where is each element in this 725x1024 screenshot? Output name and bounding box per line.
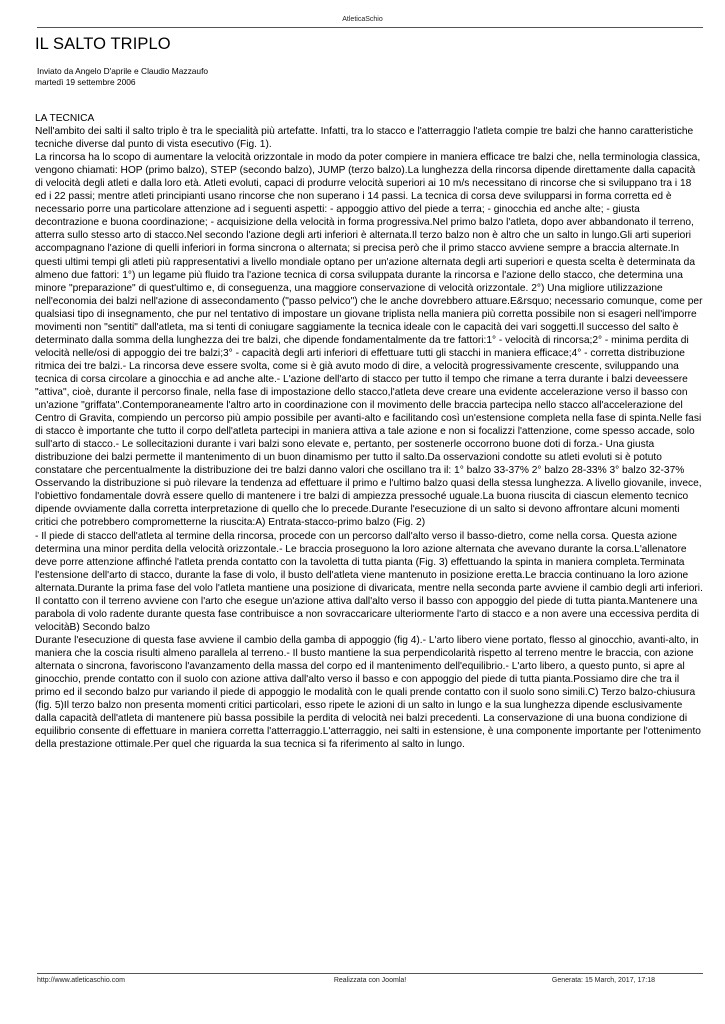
footer-url: http://www.atleticaschio.com xyxy=(37,977,125,984)
footer-divider xyxy=(37,973,703,974)
article-byline: Inviato da Angelo D'aprile e Claudio Mazzaufo xyxy=(37,66,209,76)
section-heading: LA TECNICA xyxy=(35,113,95,124)
article-content xyxy=(35,112,703,751)
footer-generated-date: Generata: 15 March, 2017, 17:18 xyxy=(551,977,655,984)
article-date: martedì 19 settembre 2006 xyxy=(35,77,136,87)
article-title: IL SALTO TRIPLO xyxy=(35,35,171,53)
article-body: Nell'ambito dei salti il salto triplo è tra le specialità più artefatte. Infatti, tra lo stacco e l'atterraggio l'atleta compie tre balzi che hanno caratteristiche tecniche diverse dal punto di vista esecutivo (Fig. 1). La rincorsa ha lo scopo di aumentare la velocità orizzontale in modo da poter compiere in maniera efficace tre balzi che, nella terminologia classica, vengono chiamati: HOP (primo balzo), STEP (secondo balzo), JUMP (terzo balzo).La lunghezza della rincorsa dipende direttamente dalla capacità di velocità degli atleti e dalla loro età. Atleti evoluti, capaci di produrre velocità superiori ai 10 m/s necessitano di rincorse che si sviluppano tra i 18 ed i 22 passi; mentre atleti principianti usano rincorse che non superano i 14 passi. La tecnica di corsa deve svilupparsi in forma corretta ed è necessario porre una particolare attenzione ad i seguenti aspetti: - appoggio attivo del piede a terra; - ginocchia ed anche alte; - giusta decontrazione e buona coordinazione; - acquisizione della velocità in forma progressiva.Nel primo balzo l'atleta, dopo aver abbandonato il terreno, atterra sullo stesso arto di stacco.Nel secondo l'azione degli arti inferiori è alternata.Il terzo balzo non è altro che un salto in lungo.Gli arti superiori accompagnano l'azione di quelli inferiori in forma sincrona o alternata; si precisa però che il primo stacco avviene sempre a braccia alternate.In questi ultimi tempi gli atleti più rappresentativi a livello mondiale optano per un'azione alternata degli arti superiori e questa scelta è determinata da almeno due fattori: 1°) un legame più fluido tra l'azione tecnica di corsa sviluppata durante la rincorsa e l'azione dello stacco, che determina una minore "preparazione" di quest'ultimo e, di conseguenza, una maggiore conservazione di velocità orizzontale. 2°) Una migliore utilizzazione nell'economia dei balzi nell'azione di assecondamento ("passo pelvico") che le anche dovrebbero attuare.E&rsquo; necessario comunque, come per qualsiasi tipo di insegnamento, che pur nel tentativo di impostare un giovane triplista nella maniera più corretta possibile non si esageri nell'imporre movimenti non "sentiti" dall'atleta, ma si tenti di coniugare saggiamente la tecnica ideale con le capacità dei vari soggetti.Il successo del salto è determinato dalla somma della lunghezza dei tre balzi, che dipende fondamentalmente da tre fattori:1° - velocità di rincorsa;2° - minima perdita di velocità nelle/osi di appoggio dei tre balzi;3° - capacità degli arti inferiori di effettuare tutti gli stacchi in maniera efficace;4° - corretta distribuzione ritmica dei tre balzi.- La rincorsa deve essere svolta, come si è già avuto modo di dire, a velocità progressivamente crescente, sviluppando una tecnica di corsa circolare a ginocchia e ad anche alte.- L'azione dell'arto di stacco per tutto il tempo che rimane a terra durante i balzi deveessere "attiva", cioè, durante il percorso finale, nella fase di impostazione dello stacco,l'atleta deve creare una evidente accelerazione verso il basso con un'azione "griffata".Contemporaneamente l'altro arto in coordinazione con il movimento delle braccia partecipa nello stacco all'accelerazione del Centro di Gravita, compiendo un percorso più ampio possibile per avanti-alto e facilitando così un'estensione completa nella fase di spinta.Nelle fasi di stacco è importante che tutto il corpo dell'atleta partecipi in maniera attiva a tale azione e non si focalizzi l'attenzione, come spesso accade, solo sull'arto di stacco.- Le sollecitazioni durante i vari balzi sono elevate e, pertanto, per sostenerle occorrono buone doti di forza.- Una giusta distribuzione dei balzi permette il mantenimento di un buon dinamismo per tutto il salto.Da osservazioni condotte su atleti evoluti si è potuto constatare che percentualmente la distribuzione dei tre balzi danno valori che oscillano tra il: 1° balzo 33-37% 2° balzo 28-33% 3° balzo 32-37% Osservando la distribuzione si può rilevare la tendenza ad effettuare il primo e l'ultimo balzo quasi della stessa lunghezza. A livello giovanile, invece, l'obiettivo fondamentale dovrà essere quello di mantenere i tre balzi di ampiezza pressoché uguale.La buona riuscita di ciascun elemento tecnico dipende ovviamente dalla corretta interpretazione di quello che lo precede.Durante l'esecuzione di un salto si devono affrontare alcuni momenti critici che potrebbero comprometterne la riuscita:A) Entrata-stacco-primo balzo (Fig. 2) - Il piede di stacco dell'atleta al termine della rincorsa, procede con un percorso dall'alto verso il basso-dietro, come nella corsa. Questa azione determina una minor perdita della velocità orizzontale.- Le braccia proseguono la loro azione alternata che avevano durante la corsa.L'allenatore deve porre attenzione affinché l'atleta prenda contatto con la tavoletta di tutta pianta (Fig. 3) effettuando la spinta in maniera completa.Terminata l'estensione dell'arto di stacco, durante la fase di volo, il busto dell'atleta viene mantenuto in posizione eretta.Le braccia continuano la loro azione alternata.Durante la prima fase del volo l'atleta mantiene una posizione di divaricata, mentre nella seconda parte avviene il cambio degli arti inferiori. Il contatto con il terreno avviene con l'arto che esegue un'azione attiva dall'alto verso il basso con appoggio del piede di tutta pianta.Mantenere una parabola di volo radente durante questa fase contribuisce a non sovraccaricare ulteriormente l'arto di stacco e a non avere una eccessiva perdita di velocitàB) Secondo balzo Durante l'esecuzione di questa fase avviene il cambio della gamba di appoggio (fig 4).- L'arto libero viene portato, flesso al ginocchio, avanti-alto, in maniera che la coscia risulti almeno parallela al terreno.- Il busto mantiene la sua perpendicolarità rispetto al terreno mentre le braccia, con azione alternata o sincrona, favoriscono l'avanzamento della massa del corpo ed il mantenimento dell'equilibrio.- L'arto libero, a questo punto, si apre al ginocchio, prende contatto con il suolo con azione attiva dall'alto verso il basso e con appoggio del piede di tutta pianta.Possiamo dire che tra il primo ed il secondo balzo pur variando il piede di appoggio le modalità con le quali prende contatto con il suolo sono simili.C) Terzo balzo-chiusura (fig. 5)Il terzo balzo non presenta momenti critici particolari, esso ripete le azioni di un salto in lungo e la sua lunghezza dipende esclusivamente dalla capacità dell'atleta di mantenere più bassa possibile la perdita di velocità nei balzi precedenti. La conservazione di una buona condizione di equilibrio consente di effettuare in maniera corretta l'atterraggio.L'atterraggio, nei salti in estensione, è una componente importante per l'ottenimento della prestazione ottimale.Per quel che riguarda la sua tecnica si fa riferimento al salto in lungo. xyxy=(35,126,703,751)
header-divider xyxy=(37,27,703,28)
site-header: AtleticaSchio xyxy=(342,16,383,23)
footer-credit: Realizzata con Joomla! xyxy=(333,977,407,984)
article-meta xyxy=(35,66,208,88)
